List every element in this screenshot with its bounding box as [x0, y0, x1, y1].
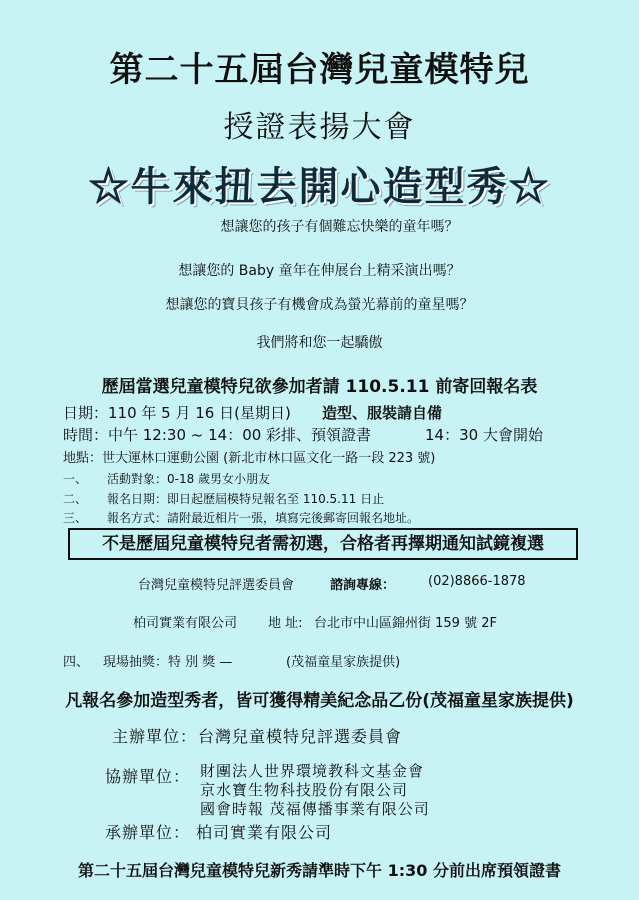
item-num-3: 三、	[63, 511, 88, 525]
place-line: 地點：世大運林口運動公園 (新北市林口區文化一路一段 223 號)	[63, 451, 436, 466]
host-label: 主辦單位：	[112, 727, 198, 746]
time-note: 14：30 大會開始	[425, 426, 543, 444]
lottery-provider: (茂福童星家族提供)	[286, 655, 401, 670]
address-value: 台北市中山區錦州街 159 號 2F	[314, 616, 497, 631]
lottery-label: 現場抽獎：特 別 獎 —	[103, 655, 233, 670]
date-note: 造型、服裝請自備	[322, 404, 443, 422]
footer-notice: 第二十五屆台灣兒童模特兒新秀請準時下午 1:30 分前出席預領證書	[78, 861, 561, 880]
question-2: 想讓您的 Baby 童年在伸展台上精采演出嗎？	[178, 263, 461, 279]
registration-notice: 歷屆當選兒童模特兒欲參加者請 110.5.11 前寄回報名表	[101, 377, 538, 397]
hotline-number: (02)8866-1878	[428, 574, 526, 589]
boxed-notice: 不是歷屆兒童模特兒者需初選，合格者再擇期通知試鏡複選	[68, 528, 578, 560]
contractor-name: 柏司實業有限公司	[196, 823, 333, 842]
item-text-2: 報名日期：即日起歷屆模特兒報名至 110.5.11 日止	[107, 492, 385, 506]
lottery-num: 四、	[63, 655, 90, 670]
co-organizer-2: 京水寶生物科技股份有限公司	[200, 781, 409, 799]
time-line: 時間：中午 12:30 ~ 14：00 彩排、預領證書	[63, 426, 372, 444]
contractor-label: 承辦單位：	[105, 823, 191, 842]
co-organizer-label: 協辦單位：	[105, 767, 191, 786]
host-name: 台灣兒童模特兒評選委員會	[198, 727, 403, 746]
date-line: 日期：110 年 5 月 16 日(星期日)	[63, 404, 291, 422]
flyer-title: 第二十五屆台灣兒童模特兒	[109, 50, 530, 90]
committee-name: 台灣兒童模特兒評選委員會	[138, 578, 295, 593]
address-label: 地 址:	[268, 616, 303, 631]
question-1: 想讓您的孩子有個難忘快樂的童年嗎？	[220, 219, 459, 235]
question-4: 我們將和您一起驕傲	[256, 335, 383, 351]
item-text-1: 活動對象：0-18 歲男女小朋友	[107, 472, 271, 486]
company-name: 柏司實業有限公司	[133, 616, 238, 631]
question-3: 想讓您的寶貝孩子有機會成為螢光幕前的童星嗎？	[165, 297, 474, 313]
item-num-1: 一、	[63, 472, 88, 486]
item-num-2: 二、	[63, 492, 88, 506]
co-organizer-1: 財團法人世界環境教科文基金會	[200, 762, 425, 780]
co-organizer-3: 國會時報 茂福傳播事業有限公司	[200, 800, 430, 818]
item-text-3: 報名方式：請附最近相片一張，填寫完後郵寄回報名地址。	[107, 511, 420, 525]
flyer-subtitle: 授證表揚大會	[223, 110, 416, 145]
gift-notice: 凡報名參加造型秀者，皆可獲得精美紀念品乙份(茂福童星家族提供)	[65, 691, 574, 711]
event-name: ☆牛來扭去開心造型秀☆	[88, 163, 551, 210]
hotline-label: 諮詢專線：	[330, 578, 396, 593]
